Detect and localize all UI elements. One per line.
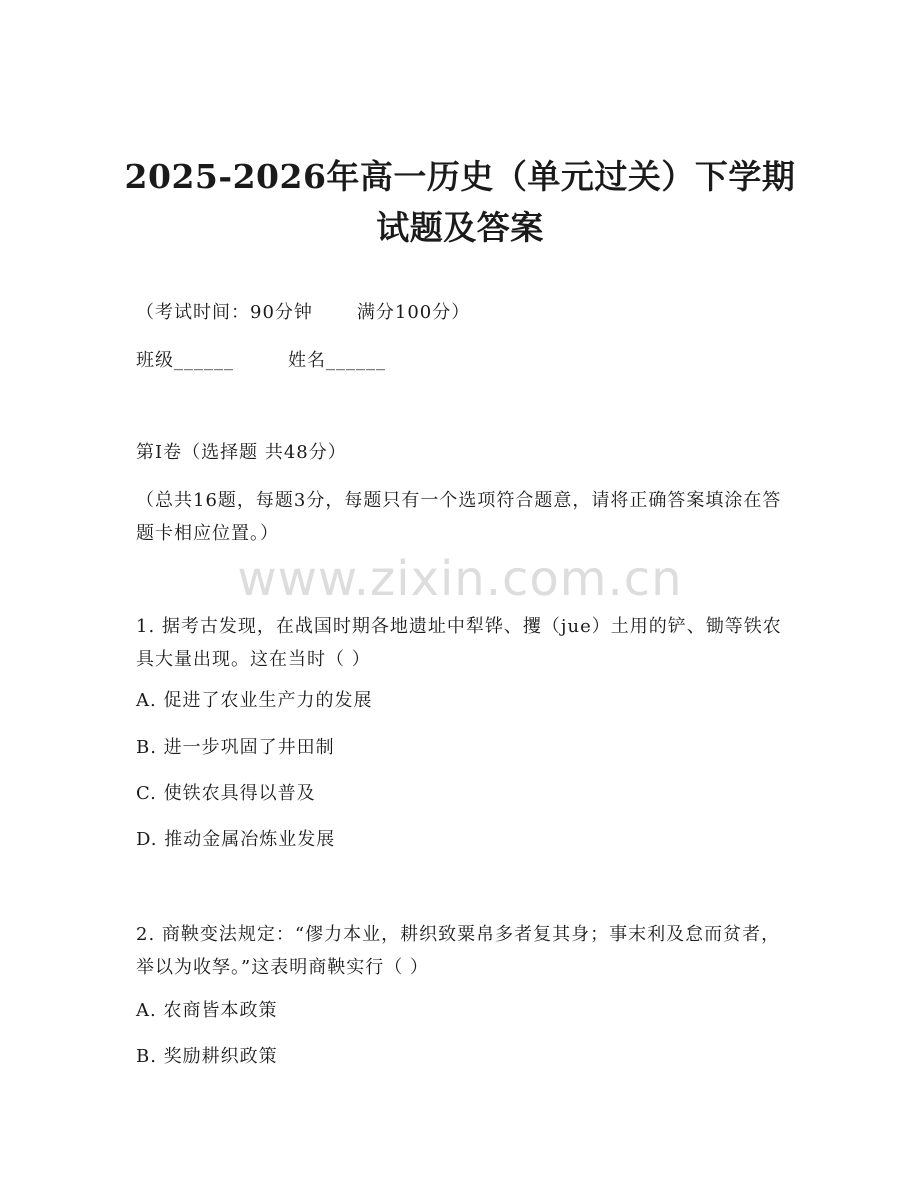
question-1-option-a: A. 促进了农业生产力的发展 [136,690,373,711]
section-instructions: （总共16题，每题3分，每题只有一个选项符合题意，请将正确答案填涂在答题卡相应位置。） [136,490,782,544]
watermark-text: www.zixin.com.cn [237,551,683,607]
question-1-option-d: D. 推动金属冶炼业发展 [136,829,336,850]
question-1-option-c: C. 使铁农具得以普及 [136,783,316,804]
exam-score: 满分100分） [356,302,471,323]
name-field-label: 姓名______ [288,350,386,371]
document-title-line-2: 试题及答案 [376,208,544,247]
question-1-option-b: B. 进一步巩固了井田制 [136,737,335,758]
question-2-option-b: B. 奖励耕织政策 [136,1046,278,1067]
exam-time: （考试时间：90分钟 [136,302,313,323]
document-title-line-1: 2025-2026年高一历史（单元过关）下学期 [124,157,796,196]
question-1-stem: 1. 据考古发现，在战国时期各地遗址中犁铧、攫（jue）土用的铲、锄等铁农具大量出现。这在当时（ ） [136,616,782,670]
section-title: 第Ⅰ卷（选择题 共48分） [136,442,347,463]
class-field-label: 班级______ [136,350,234,371]
question-2-stem: 2. 商鞅变法规定：“僇力本业，耕织致粟帛多者复其身；事末利及怠而贫者，举以为收孥。”这表明商鞅实行（ ） [136,924,781,978]
question-2-option-a: A. 农商皆本政策 [136,1000,278,1021]
student-fields [136,346,786,376]
exam-info [136,298,786,328]
